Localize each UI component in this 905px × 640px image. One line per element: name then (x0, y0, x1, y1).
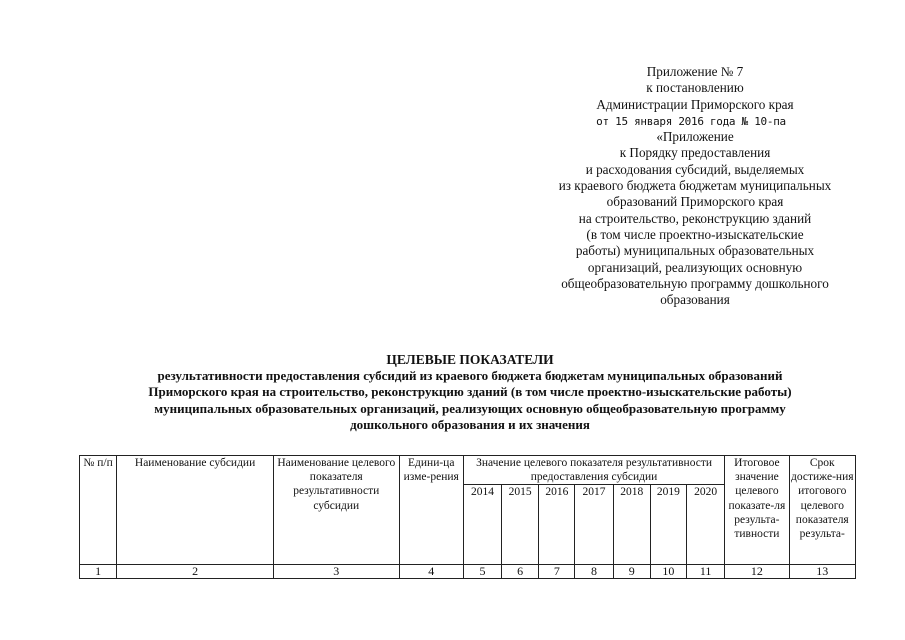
header-year: 2014 (463, 485, 501, 565)
appendix-inner-line: общеобразовательную программу дошкольного (561, 275, 829, 291)
title-main: ЦЕЛЕВЫЕ ПОКАЗАТЕЛИ (386, 352, 554, 367)
title-subline: дошкольного образования и их значения (350, 417, 590, 433)
column-number: 4 (399, 565, 463, 579)
header-subsidy: Наименование субсидии (117, 456, 274, 565)
header-year: 2019 (650, 485, 686, 565)
title-subline: муниципальных образовательных организаций, реализующих основную общеобразовательную программу (154, 400, 786, 416)
appendix-inner-line: и расходования субсидий, выделяемых (585, 161, 805, 177)
header-num: № п/п (80, 456, 117, 565)
header-year: 2020 (686, 485, 724, 565)
title-subline: Приморского края на строительство, реконструкцию зданий (в том числе проектно-изыскательские работы) (148, 384, 792, 400)
column-number: 6 (502, 565, 539, 579)
column-number: 13 (789, 565, 855, 579)
column-number: 5 (463, 565, 501, 579)
header-year: 2017 (575, 485, 613, 565)
header-year: 2015 (502, 485, 539, 565)
appendix-inner-line: к Порядку предоставления (619, 145, 771, 161)
indicators-table (79, 455, 856, 579)
appendix-line: Приложение № 7 (646, 64, 744, 79)
title-subline: результативности предоставления субсидий из краевого бюджета бюджетам муниципальных образований (157, 368, 783, 383)
header-total: Итоговое значение целевого показате-ля результа-тивности (725, 456, 789, 565)
appendix-inner-line: работы) муниципальных образовательных (575, 243, 815, 259)
appendix-inner-line: образования (660, 292, 730, 308)
appendix-block (515, 64, 875, 308)
header-deadline: Срок достиже-ния итогового целевого показателя результа- (789, 456, 855, 565)
column-number: 2 (117, 565, 274, 579)
header-unit: Едини-ца изме-рения (399, 456, 463, 565)
appendix-inner-line: образований Приморского края (606, 194, 784, 210)
column-number: 3 (273, 565, 399, 579)
appendix-line: к постановлению (646, 80, 744, 96)
column-number: 12 (725, 565, 789, 579)
column-number: 7 (539, 565, 575, 579)
column-number: 10 (650, 565, 686, 579)
header-indicator: Наименование целевого показателя результативности субсидии (273, 456, 399, 565)
appendix-inner-line: на строительство, реконструкцию зданий (578, 210, 812, 226)
appendix-inner-line: из краевого бюджета бюджетам муниципальных (558, 178, 832, 194)
decree-stamp: от 15 января 2016 года № 10-па (596, 114, 786, 128)
header-year: 2016 (539, 485, 575, 565)
column-number: 8 (575, 565, 613, 579)
header-year: 2018 (613, 485, 650, 565)
appendix-line: Администрации Приморского края (596, 96, 794, 112)
column-number: 1 (80, 565, 117, 579)
column-number: 11 (686, 565, 724, 579)
appendix-inner-line: организаций, реализующих основную (587, 259, 803, 275)
document-title (40, 351, 900, 434)
appendix-inner-line: «Приложение (656, 129, 734, 145)
header-values-group: Значение целевого показателя результативности предоставления субсидии (463, 456, 724, 485)
column-number: 9 (613, 565, 650, 579)
appendix-inner-line: (в том числе проектно-изыскательские (586, 226, 804, 242)
